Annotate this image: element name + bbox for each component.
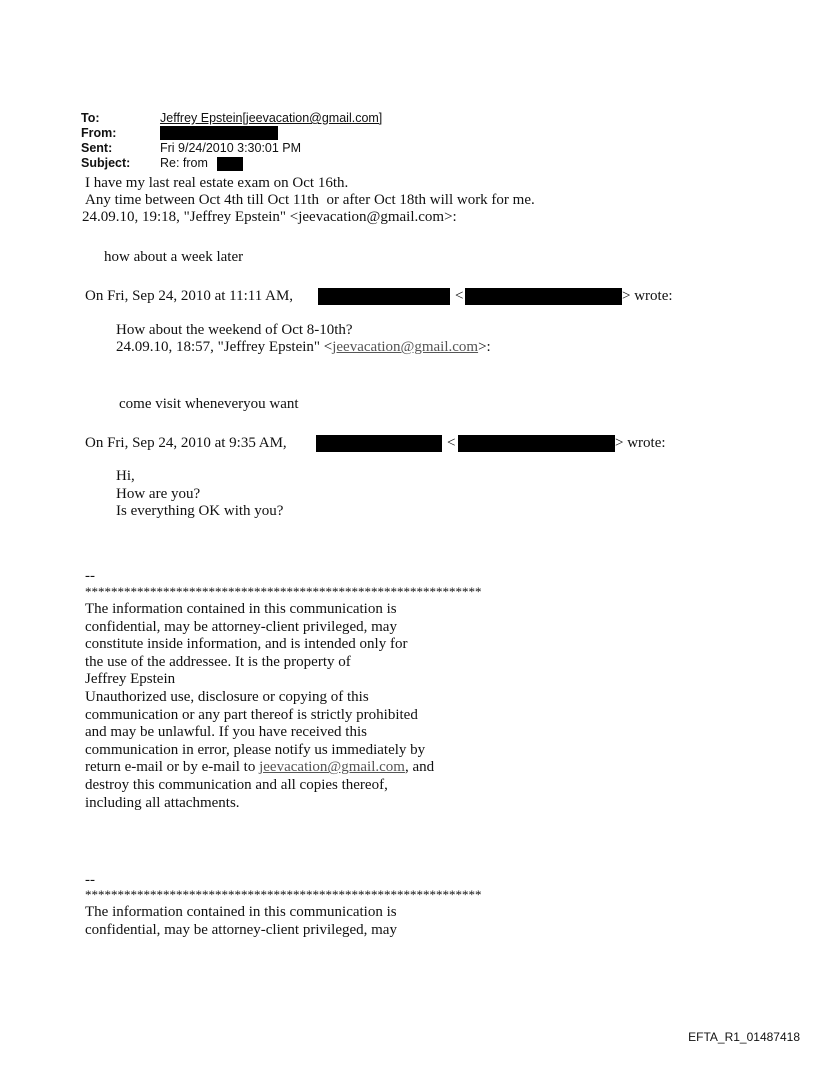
redaction-name: [316, 435, 442, 452]
body-line: I have my last real estate exam on Oct 16th.: [85, 175, 349, 191]
redaction-from: [160, 126, 278, 140]
redaction-email: [458, 435, 615, 452]
lt-sign: <: [447, 435, 456, 451]
body-line: 24.09.10, 19:18, "Jeffrey Epstein" <jeevacation@gmail.com>:: [82, 209, 457, 225]
signature-dashes: --: [85, 872, 95, 888]
quoted-line: Hi,: [116, 468, 135, 484]
redaction-subject: [217, 157, 243, 171]
to-label: To:: [81, 111, 100, 125]
quoted-line: Is everything OK with you?: [116, 503, 284, 519]
wrote-text: > wrote:: [622, 288, 673, 304]
signature-dashes: --: [85, 568, 95, 584]
redaction-email: [465, 288, 622, 305]
subject-label: Subject:: [81, 156, 131, 170]
sent-value: Fri 9/24/2010 3:30:01 PM: [160, 141, 302, 155]
reply-text: come visit wheneveryou want: [119, 396, 299, 412]
sent-label: Sent:: [81, 141, 113, 155]
disclaimer-text: The information contained in this communication is confidential, may be attorney-client privileged, may constitute inside information, and is intended only for the use of the addressee. It is the property of Jeffrey Epstein Unauthorized use, disclosure or copying of this communication or any part thereof is strictly prohibited and may be unlawful. If you have received this communication in error, please notify us immediately by return e-mail or by e-mail to jeevacation@gmail.com, and destroy this communication and all copies thereof, including all attachments.: [85, 601, 435, 811]
email-link[interactable]: jeevacation@gmail.com: [259, 759, 405, 776]
quoted-line: 24.09.10, 18:57, "Jeffrey Epstein" <jeevacation@gmail.com>:: [116, 339, 491, 355]
quote-header: On Fri, Sep 24, 2010 at 9:35 AM,: [85, 435, 287, 451]
reply-text: how about a week later: [104, 249, 244, 265]
subject-value: Re: from: [160, 156, 208, 170]
from-label: From:: [81, 126, 117, 140]
body-line: Any time between Oct 4th till Oct 11th or after Oct 18th will work for me.: [85, 192, 535, 208]
quoted-line: How about the weekend of Oct 8-10th?: [116, 322, 353, 338]
disclaimer-text: The information contained in this communication is confidential, may be attorney-client privileged, may: [85, 904, 397, 938]
wrote-text: > wrote:: [615, 435, 666, 451]
email-link[interactable]: jeevacation@gmail.com: [332, 339, 479, 355]
signature-stars: *************************************************************: [85, 887, 482, 902]
lt-sign: <: [455, 288, 464, 304]
redaction-name: [318, 288, 450, 305]
signature-stars: *************************************************************: [85, 584, 482, 599]
quoted-line: How are you?: [116, 486, 201, 502]
document-id: EFTA_R1_01487418: [688, 1030, 800, 1044]
quote-header: On Fri, Sep 24, 2010 at 11:11 AM,: [85, 288, 294, 304]
to-value: Jeffrey Epstein[jeevacation@gmail.com]: [160, 111, 383, 125]
